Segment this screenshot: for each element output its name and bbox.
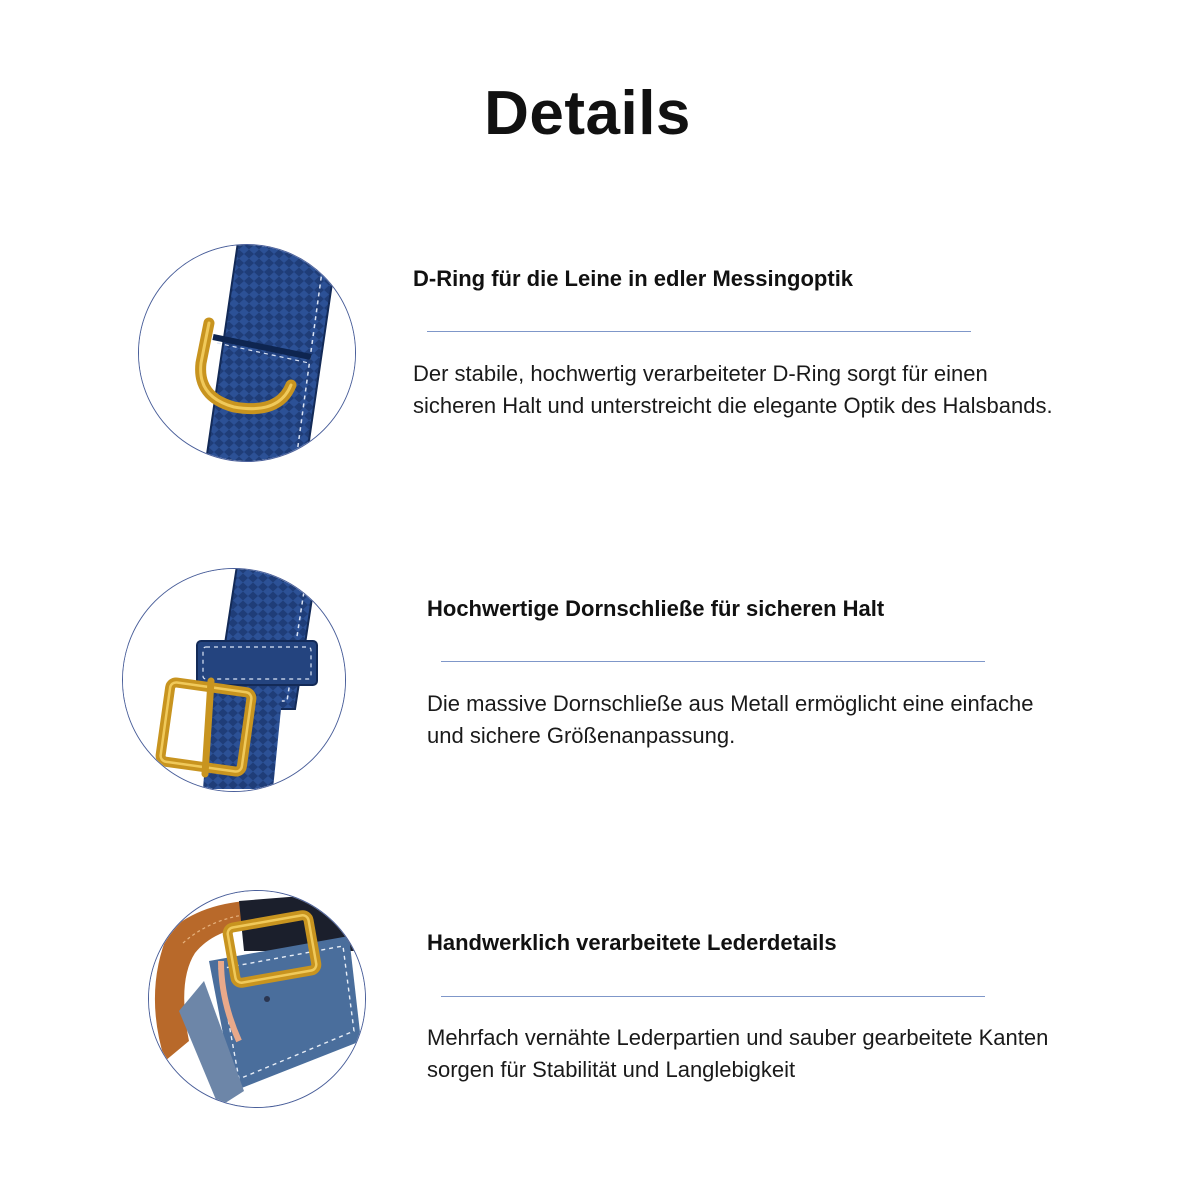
description-line: sorgen für Stabilität und Langlebigkeit [427, 1057, 796, 1082]
feature-description [413, 358, 1053, 422]
description-line: Der stabile, hochwertig verarbeiteter D-Ring sorgt für einen [413, 361, 988, 386]
feature-description [427, 1022, 1048, 1086]
divider-line [441, 996, 985, 997]
description-line: Mehrfach vernähte Lederpartien und sauber gearbeitete Kanten [427, 1025, 1049, 1050]
feature-heading: Handwerklich verarbeitete Lederdetails [427, 930, 837, 955]
divider-line [427, 331, 971, 332]
description-line: und sichere Größenanpassung. [427, 723, 736, 748]
divider-line [441, 661, 985, 662]
d-ring-image [138, 244, 356, 462]
page-title: Details [484, 79, 691, 148]
feature-heading: D-Ring für die Leine in edler Messingoptik [413, 266, 854, 291]
feature-description [427, 688, 1034, 752]
feature-heading: Hochwertige Dornschließe für sicheren Halt [427, 596, 885, 621]
buckle-image [122, 568, 346, 792]
leather-image [148, 890, 366, 1108]
description-line: sicheren Halt und unterstreicht die elegante Optik des Halsbands. [413, 393, 1053, 418]
description-line: Die massive Dornschließe aus Metall ermöglicht eine einfache [427, 691, 1034, 716]
